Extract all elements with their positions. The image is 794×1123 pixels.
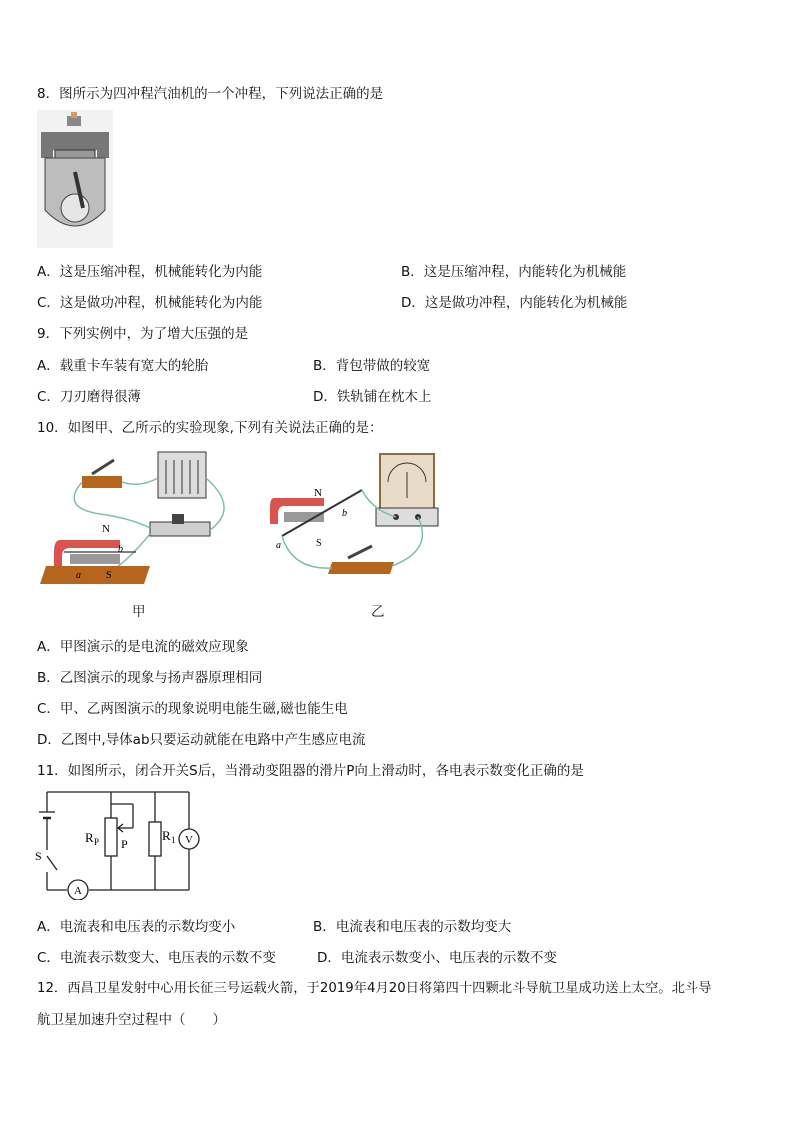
figure-yi — [262, 450, 444, 580]
q11-option-d: D．电流表示数变小、电压表的示数不变 — [317, 950, 557, 966]
q8-option-c: C．这是做功冲程，机械能转化为内能 — [37, 295, 263, 311]
jia-label-s: S — [106, 570, 112, 581]
circuit-label-a: A — [74, 885, 82, 897]
circuit-label-r1: R — [162, 828, 171, 843]
q10-option-d: D．乙图中,导体ab只要运动就能在电路中产生感应电流 — [37, 732, 366, 748]
circuit-label-rp: R — [85, 830, 94, 845]
caption-jia: 甲 — [132, 604, 146, 620]
q10-option-b: B．乙图演示的现象与扬声器原理相同 — [37, 670, 263, 686]
q11-stem: 11．如图所示，闭合开关S后，当滑动变阻器的滑片P向上滑动时，各电表示数变化正确的是 — [37, 763, 584, 779]
q12-stem-line1: 12．西昌卫星发射中心用长征三号运载火箭，于2019年4月20日将第四十四颗北斗导航卫星成功送上太空。北斗导 — [37, 981, 712, 996]
circuit-label-v: V — [185, 834, 193, 846]
circuit-label-rp-sub: P — [94, 837, 100, 847]
q10-stem: 10．如图甲、乙所示的实验现象,下列有关说法正确的是： — [37, 420, 383, 436]
q11-option-a: A．电流表和电压表的示数均变小 — [37, 919, 236, 935]
q10-option-c: C．甲、乙两图演示的现象说明电能生磁,磁也能生电 — [37, 701, 348, 717]
q11-option-c: C．电流表示数变大、电压表的示数不变 — [37, 950, 276, 966]
q9-stem: 9．下列实例中，为了增大压强的是 — [37, 326, 249, 342]
yi-label-b: b — [342, 508, 347, 519]
jia-label-n: N — [102, 523, 110, 535]
q8-option-a: A．这是压缩冲程，机械能转化为内能 — [37, 264, 263, 280]
jia-label-b: b — [118, 544, 123, 555]
circuit-label-p: P — [121, 837, 128, 851]
caption-yi: 乙 — [371, 604, 385, 620]
q9-option-b: B．背包带做的较宽 — [313, 358, 431, 374]
q9-option-d: D．铁轨铺在枕木上 — [313, 389, 432, 405]
circuit-diagram — [33, 784, 203, 900]
q8-option-d: D．这是做功冲程，内能转化为机械能 — [401, 295, 628, 311]
q9-option-a: A．载重卡车装有宽大的轮胎 — [37, 358, 209, 374]
yi-label-n: N — [314, 487, 322, 499]
jia-label-a: a — [76, 570, 81, 581]
q12-stem-line2: 航卫星加速升空过程中（ ） — [37, 1012, 226, 1028]
q9-option-c: C．刀刃磨得很薄 — [37, 389, 141, 405]
figure-jia — [40, 448, 240, 590]
circuit-label-s: S — [35, 849, 42, 863]
q8-option-b: B．这是压缩冲程，内能转化为机械能 — [401, 264, 627, 280]
circuit-label-r1-sub: 1 — [171, 835, 176, 845]
yi-label-s: S — [316, 538, 322, 549]
q8-stem: 8．图所示为四冲程汽油机的一个冲程，下列说法正确的是 — [37, 86, 384, 102]
q10-option-a: A．甲图演示的是电流的磁效应现象 — [37, 639, 249, 655]
engine-figure — [37, 110, 113, 248]
yi-label-a: a — [276, 540, 281, 551]
q11-option-b: B．电流表和电压表的示数均变大 — [313, 919, 512, 935]
